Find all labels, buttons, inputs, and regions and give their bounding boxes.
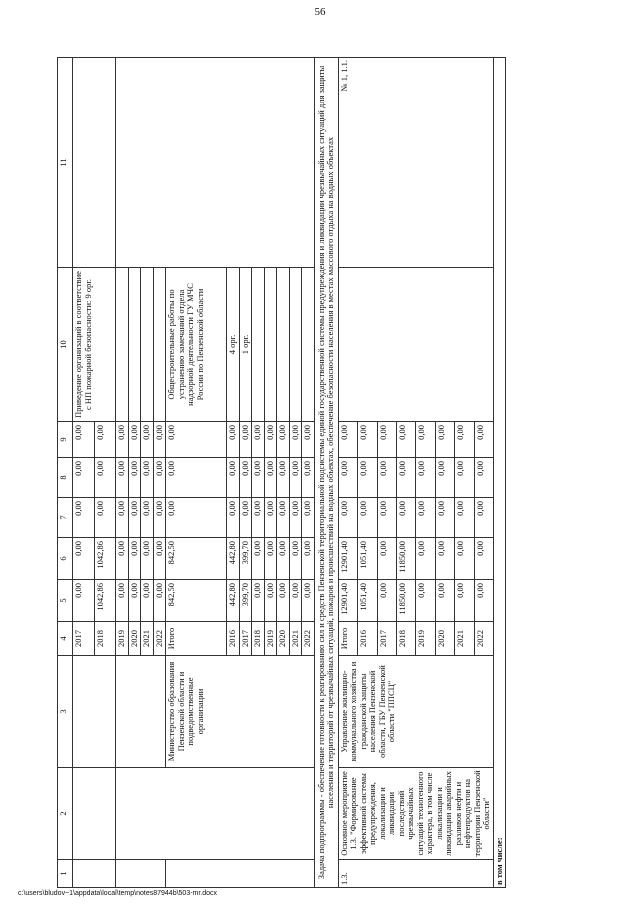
year-cell: 2018 [396,622,415,656]
header-cell: 6 [58,538,73,580]
value-cell: 0,00 [455,458,474,498]
year-cell: 2016 [358,622,377,656]
executor-cell: Министерство образования Пензенской области и подведомственные организации [166,656,315,768]
value-cell: 0,00 [435,538,454,580]
value-cell: 0,00 [128,422,141,458]
value-cell: 0,00 [116,422,129,458]
value-cell: 0,00 [455,422,474,458]
value-cell: 0,00 [289,538,302,580]
value-cell: 0,00 [264,498,277,538]
value-cell: 0,00 [455,538,474,580]
note-cell [289,268,302,422]
value-cell: 0,00 [227,458,240,498]
year-cell: 2019 [264,622,277,656]
value-cell: 0,00 [116,458,129,498]
value-cell: 0,00 [358,422,377,458]
activity-number: 1.3. [338,860,493,888]
value-cell: 0,00 [338,498,357,538]
value-cell: 0,00 [264,422,277,458]
empty-cell [73,768,116,860]
year-cell: 2020 [435,622,454,656]
value-cell: 0,00 [264,580,277,622]
value-cell: 0,00 [302,538,315,580]
empty-cell [73,860,116,888]
value-cell: 0,00 [252,498,265,538]
activity-name: Основное мероприятие 1.3. "Формирование эффективной системы предупреждения, локализации и ликвидации последствий чрезвычайных ситуаций техногенного характера, в том числе локализации и ликвидации аварийных разливов нефти и нефтепродуктов на территории Пензенской области" [338,768,493,860]
table-row [338,58,357,888]
value-cell: 0,00 [455,498,474,538]
year-cell: 2019 [116,622,129,656]
value-cell: 442,80 [227,580,240,622]
note-cell [264,268,277,422]
value-cell: 0,00 [277,422,290,458]
value-cell: 0,00 [358,498,377,538]
value-cell: 0,00 [128,498,141,538]
value-cell: 1051,40 [358,538,377,580]
value-cell: 0,00 [338,422,357,458]
empty-cell [153,268,166,422]
value-cell: 0,00 [416,580,435,622]
header-cell: 2 [58,768,73,860]
value-cell: 0,00 [302,458,315,498]
value-cell: 0,00 [474,498,493,538]
value-cell: 1042,86 [94,580,116,622]
program-table [57,57,506,888]
value-cell: 0,00 [396,498,415,538]
header-cell: 10 [58,268,73,422]
value-cell: 0,00 [302,498,315,538]
value-cell: 0,00 [116,538,129,580]
value-cell: 0,00 [116,498,129,538]
value-cell: 0,00 [435,580,454,622]
year-cell: 2021 [455,622,474,656]
empty-cell [338,268,493,422]
value-cell: 0,00 [377,422,396,458]
value-cell: 0,00 [302,422,315,458]
value-cell: 11850,00 [396,580,415,622]
note-cell: 4 орг. [227,268,240,422]
value-cell: 0,00 [252,458,265,498]
value-cell: 0,00 [474,538,493,580]
value-cell: 0,00 [416,538,435,580]
table-body [58,58,506,888]
page-number: 56 [314,6,326,18]
value-cell: 0,00 [264,458,277,498]
value-cell: 0,00 [73,422,95,458]
value-cell: 0,00 [116,580,129,622]
value-cell: 0,00 [377,498,396,538]
value-cell: 0,00 [377,538,396,580]
value-cell: 399,70 [239,538,252,580]
value-cell: 0,00 [358,458,377,498]
empty-cell [166,860,315,888]
value-cell: 0,00 [128,538,141,580]
empty-cell [73,656,116,768]
value-cell: 0,00 [474,458,493,498]
note-cell: Приведение организаций в соответствие с НП пожарной безопасности: 9 орг. [73,268,116,422]
value-cell: 0,00 [252,538,265,580]
header-cell: 11 [58,58,73,268]
value-cell: 0,00 [435,422,454,458]
header-cell: 5 [58,580,73,622]
empty-cell [141,268,154,422]
value-cell: 0,00 [377,458,396,498]
value-cell: 0,00 [252,580,265,622]
value-cell: 0,00 [289,498,302,538]
year-cell: 2017 [377,622,396,656]
value-cell: 0,00 [239,422,252,458]
year-cell: Итого [338,622,357,656]
value-cell: 0,00 [455,580,474,622]
value-cell: 0,00 [289,422,302,458]
year-cell: 2017 [239,622,252,656]
value-cell: 0,00 [128,458,141,498]
year-cell: 2020 [128,622,141,656]
year-cell: 2016 [227,622,240,656]
value-cell: 0,00 [94,458,116,498]
note-cell: Общестроительные работы по устранению замечаний отдела надзорной деятельности ГУ МЧС России по Пензенской области [166,268,227,422]
value-cell: 0,00 [396,422,415,458]
header-cell: 1 [58,860,73,888]
value-cell: 0,00 [94,422,116,458]
value-cell: 0,00 [141,580,154,622]
year-cell: 2021 [141,622,154,656]
rotated-table-container [57,58,597,888]
empty-cell [116,860,166,888]
value-cell: 0,00 [474,580,493,622]
value-cell: 0,00 [289,580,302,622]
note-cell: 1 орг. [239,268,252,422]
value-cell: 0,00 [166,458,227,498]
empty-cell [128,268,141,422]
value-cell: 0,00 [73,538,95,580]
empty-cell [116,268,129,422]
value-cell: 0,00 [73,580,95,622]
value-cell: 0,00 [416,422,435,458]
value-cell: 0,00 [141,422,154,458]
year-cell: 2022 [302,622,315,656]
year-cell: 2022 [474,622,493,656]
table-row [73,58,95,888]
value-cell: 0,00 [416,458,435,498]
header-cell: 7 [58,498,73,538]
value-cell: 0,00 [435,498,454,538]
empty-cell [116,656,166,768]
header-cell: 3 [58,656,73,768]
note-cell [277,268,290,422]
year-cell: Итого [166,622,227,656]
year-cell: 2021 [289,622,302,656]
empty-cell [116,768,315,860]
value-cell: 0,00 [435,458,454,498]
value-cell: 0,00 [302,580,315,622]
note-cell [252,268,265,422]
value-cell: 842,50 [166,580,227,622]
year-cell: 2019 [416,622,435,656]
value-cell: 0,00 [474,422,493,458]
value-cell: 842,50 [166,538,227,580]
value-cell: 0,00 [239,498,252,538]
value-cell: 12901,40 [338,538,357,580]
value-cell: 1051,40 [358,580,377,622]
value-cell: 0,00 [277,458,290,498]
value-cell: 0,00 [141,538,154,580]
value-cell: 0,00 [227,422,240,458]
note-cell [302,268,315,422]
header-row [58,58,73,888]
file-path-footer: c:\users\bludov~1\appdata\local\temp\notes87944b\503-mr.docx [18,890,218,897]
value-cell: 0,00 [338,458,357,498]
header-cell: 9 [58,422,73,458]
value-cell: 0,00 [416,498,435,538]
value-cell: 0,00 [73,498,95,538]
value-cell: 0,00 [277,580,290,622]
value-cell: 0,00 [396,458,415,498]
value-cell: 11850,00 [396,538,415,580]
value-cell: 0,00 [166,498,227,538]
value-cell: 0,00 [289,458,302,498]
value-cell: 0,00 [141,458,154,498]
year-cell: 2022 [153,622,166,656]
task-row [314,58,338,888]
year-cell: 2018 [252,622,265,656]
header-cell: 4 [58,622,73,656]
value-cell: 0,00 [94,498,116,538]
empty-cell [116,58,315,268]
executor-cell: Управление жилищно-коммунального хозяйства и гражданской защиты населения Пензенской области, ГБУ Пензенской области "ППСЦ" [338,656,493,768]
year-cell: 2017 [73,622,95,656]
value-cell: 0,00 [166,422,227,458]
subtotal-label: в том числе: [493,58,506,888]
value-cell: 0,00 [153,580,166,622]
value-cell: 1042,86 [94,538,116,580]
value-cell: 0,00 [252,422,265,458]
empty-cell [73,58,116,268]
value-cell: 12901,40 [338,580,357,622]
value-cell: 0,00 [153,538,166,580]
task-description: Задача подпрограммы - обеспечение готовности к реагированию сил и средств Пензенской территориальной подсистемы единой государственной системы предупреждения и ликвидации чрезвычайных ситуаций для защиты населения и территорий от чрезвычайных ситуаций, пожаров и происшествий на водных объектах, обеспечение безопасности населения в местах массового отдыха на водных объектах [314,58,338,888]
value-cell: 0,00 [153,422,166,458]
value-cell: 0,00 [277,498,290,538]
value-cell: 0,00 [277,538,290,580]
value-cell: 0,00 [73,458,95,498]
value-cell: 0,00 [227,498,240,538]
year-cell: 2018 [94,622,116,656]
value-cell: 0,00 [264,538,277,580]
year-cell: 2020 [277,622,290,656]
value-cell: 0,00 [153,458,166,498]
value-cell: 0,00 [141,498,154,538]
subtotal-row [493,58,506,888]
table-row [116,58,129,888]
value-cell: 0,00 [128,580,141,622]
value-cell: 442,80 [227,538,240,580]
value-cell: 0,00 [239,458,252,498]
indicator-ref: № 1, 1.1. [338,58,493,268]
value-cell: 0,00 [377,580,396,622]
value-cell: 0,00 [153,498,166,538]
header-cell: 8 [58,458,73,498]
value-cell: 399,70 [239,580,252,622]
